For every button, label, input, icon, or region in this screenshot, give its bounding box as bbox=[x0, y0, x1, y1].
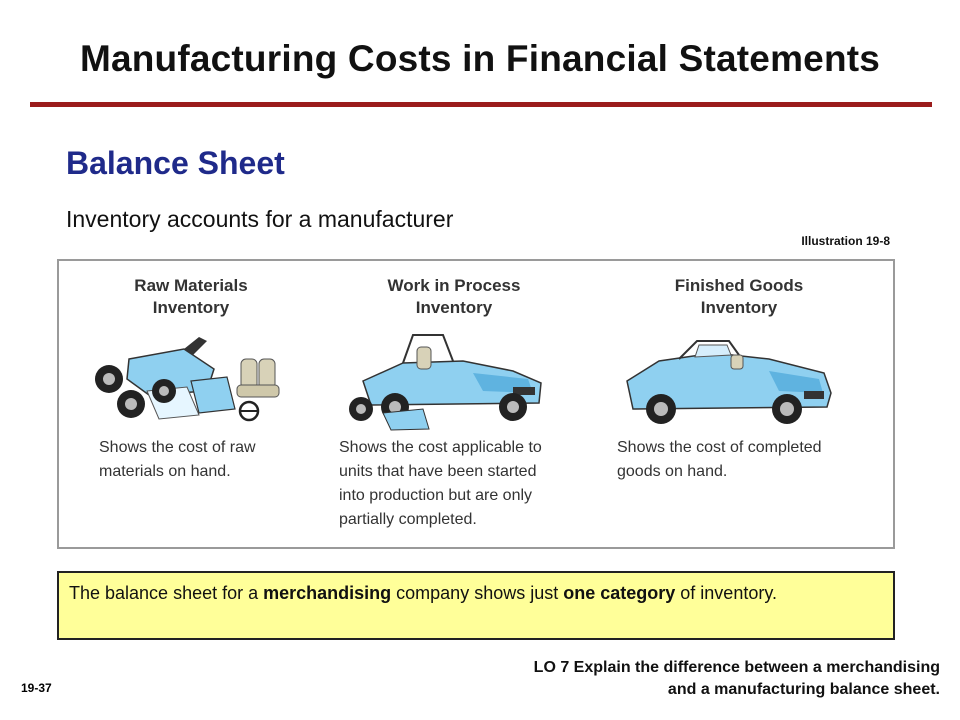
raw-materials-description bbox=[99, 436, 349, 484]
slide-title: Manufacturing Costs in Financial Statements bbox=[79, 38, 881, 79]
page-number: 19-37 bbox=[21, 681, 52, 695]
finished-goods-title bbox=[629, 275, 849, 319]
inventory-illustration-panel bbox=[57, 259, 895, 549]
learning-objective bbox=[380, 657, 940, 701]
learning-objective-line2: and a manufacturing balance sheet. bbox=[667, 681, 940, 698]
finished-goods-title-line2: Inventory bbox=[700, 298, 778, 317]
callout-text: company shows just bbox=[391, 583, 564, 603]
finished-goods-desc-line: goods on hand. bbox=[617, 463, 728, 480]
finished-goods-desc-line: Shows the cost of completed bbox=[617, 439, 822, 456]
work-in-process-title-line1: Work in Process bbox=[387, 276, 521, 295]
raw-materials-title-line2: Inventory bbox=[152, 298, 230, 317]
raw-materials-title bbox=[81, 275, 301, 319]
learning-objective-line1: LO 7 Explain the difference between a merchandising bbox=[533, 659, 940, 676]
work-in-process-description bbox=[339, 436, 589, 532]
finished-car-icon bbox=[619, 331, 839, 431]
work-in-process-title bbox=[344, 275, 564, 319]
callout-emphasis-merchandising: merchandising bbox=[263, 583, 392, 603]
callout-emphasis-one-category: one category bbox=[563, 583, 676, 603]
work-in-process-desc-line: partially completed. bbox=[339, 511, 477, 528]
raw-materials-column bbox=[81, 275, 301, 319]
illustration-label: Illustration 19-8 bbox=[801, 234, 890, 248]
finished-goods-column bbox=[629, 275, 849, 319]
finished-goods-description bbox=[617, 436, 867, 484]
section-subheading: Inventory accounts for a manufacturer bbox=[66, 206, 454, 232]
work-in-process-title-line2: Inventory bbox=[415, 298, 493, 317]
work-in-process-desc-line: units that have been started bbox=[339, 463, 537, 480]
title-divider bbox=[30, 102, 932, 107]
raw-materials-desc-line: materials on hand. bbox=[99, 463, 231, 480]
finished-goods-title-line1: Finished Goods bbox=[674, 276, 804, 295]
partial-car-icon bbox=[343, 331, 553, 431]
work-in-process-desc-line: Shows the cost applicable to bbox=[339, 439, 542, 456]
callout-text: of inventory. bbox=[675, 583, 777, 603]
section-heading: Balance Sheet bbox=[66, 145, 285, 181]
raw-materials-title-line1: Raw Materials bbox=[134, 276, 248, 295]
work-in-process-desc-line: into production but are only bbox=[339, 487, 533, 504]
car-parts-icon bbox=[89, 329, 289, 429]
raw-materials-desc-line: Shows the cost of raw bbox=[99, 439, 256, 456]
work-in-process-column bbox=[344, 275, 564, 319]
merchandising-callout bbox=[57, 571, 895, 640]
callout-text: The balance sheet for a bbox=[69, 583, 264, 603]
